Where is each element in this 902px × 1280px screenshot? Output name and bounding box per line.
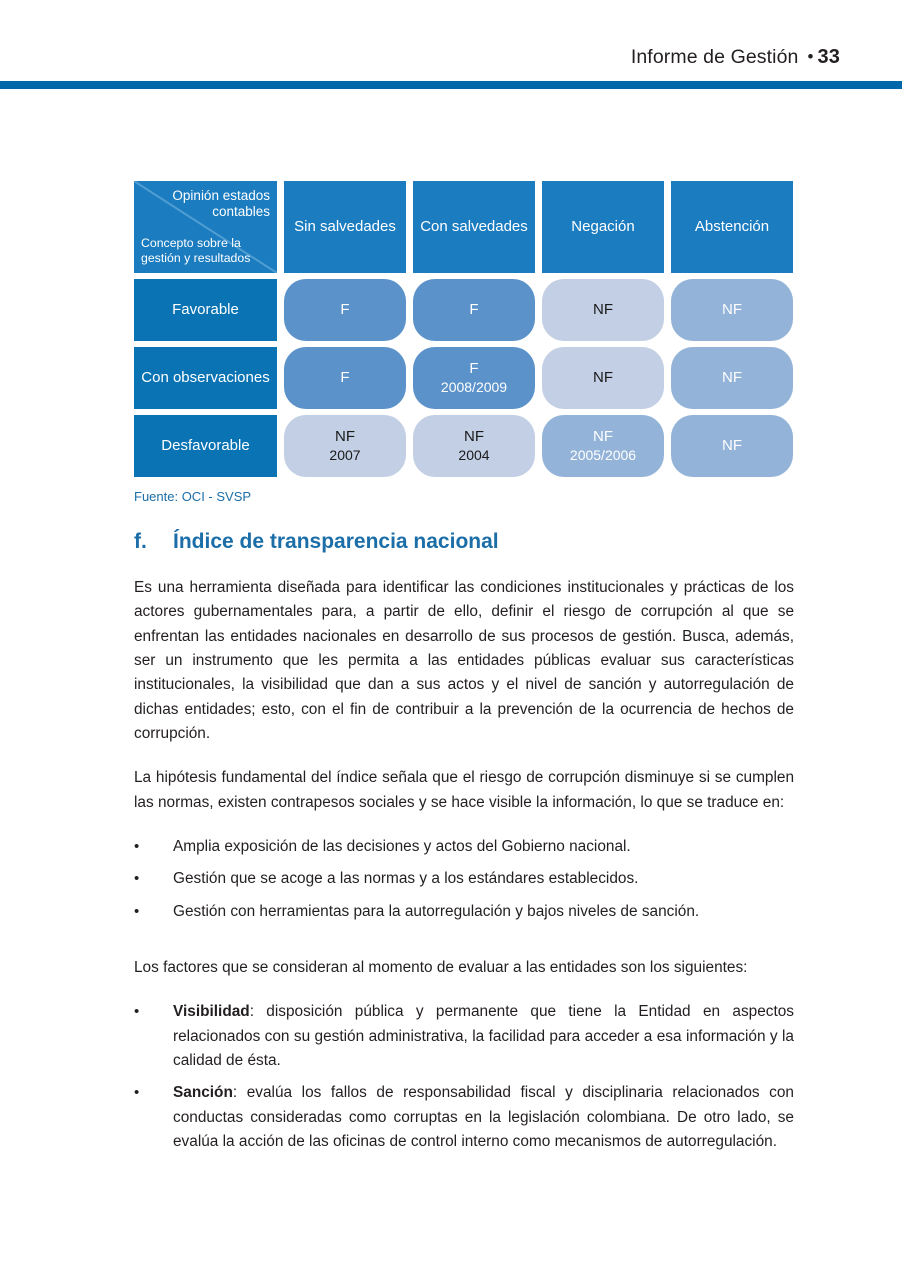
opinion-matrix-table [134, 181, 793, 477]
matrix-header-row [134, 181, 793, 273]
bullet-list-principles [134, 835, 794, 924]
matrix-cell [413, 347, 535, 409]
bullet-marker: • [134, 1003, 140, 1021]
matrix-cell-content: NF [593, 300, 613, 318]
list-item [134, 867, 794, 891]
running-header-title: Informe de Gestión [630, 46, 799, 68]
matrix-row [134, 347, 793, 409]
page-header [0, 0, 902, 88]
factor-term: Visibilidad [173, 1003, 250, 1021]
matrix-column-header: Abstención [671, 181, 793, 273]
bullet-marker: • [134, 870, 140, 888]
matrix-cell-content: NF [593, 428, 613, 446]
matrix-cell [671, 415, 793, 477]
table-source-note: Fuente: OCI - SVSP [134, 489, 252, 504]
matrix-cell [413, 415, 535, 477]
bullet-list-factors [134, 1000, 794, 1154]
matrix-cell [542, 415, 664, 477]
list-item-text: Gestión con herramientas para la autorregulación y bajos niveles de sanción. [173, 902, 700, 920]
list-item-text: Amplia exposición de las decisiones y actos del Gobierno nacional. [173, 837, 631, 855]
matrix-cell-content: NF [722, 300, 742, 318]
spacer [134, 942, 794, 956]
matrix-cell [542, 347, 664, 409]
factor-term: Sanción [173, 1084, 233, 1102]
matrix-row [134, 415, 793, 477]
matrix-cell-content: NF [464, 428, 484, 446]
matrix-cell-content: F [469, 360, 479, 378]
corner-top-label: Opinión estados contables [172, 188, 270, 220]
matrix-cell-years: 2004 [458, 446, 490, 463]
list-item [134, 1000, 794, 1073]
matrix-cell-years: 2008/2009 [440, 378, 508, 395]
matrix-row-label: Desfavorable [134, 415, 277, 477]
paragraph-2: La hipótesis fundamental del índice señala que el riesgo de corrupción disminuye si se cumplen las normas, existen contrapesos sociales y se hace visible la información, lo que se traduce en: [134, 769, 794, 811]
list-item-text: Gestión que se acoge a las normas y a los estándares establecidos. [173, 870, 639, 888]
matrix-cell-years: 2005/2006 [569, 446, 637, 463]
matrix-cell [542, 279, 664, 341]
corner-bottom-label: Concepto sobre la gestión y resultados [141, 236, 251, 265]
list-item-text [173, 1000, 794, 1073]
bullet-marker: • [134, 1084, 140, 1102]
matrix-cell-content: F [469, 300, 479, 318]
section-heading [134, 530, 794, 554]
body-content [134, 576, 794, 1172]
matrix-cell [284, 347, 406, 409]
matrix-cell-years: 2007 [329, 446, 361, 463]
header-rule [0, 81, 902, 89]
factor-description: : disposición pública y permanente que tiene la Entidad en aspectos relacionados con su gestión administrativa, la facilidad para acceder a esa información y la calidad de ésta. [173, 1003, 794, 1069]
section-title: Índice de transparencia nacional [173, 530, 499, 553]
matrix-row [134, 279, 793, 341]
list-item [134, 835, 794, 859]
matrix-cell-content: NF [335, 428, 355, 446]
list-item [134, 900, 794, 924]
factor-description: : evalúa los fallos de responsabilidad fiscal y disciplinaria relacionados con conductas consideradas como corruptas en la legislación colombiana. De otro lado, se evalúa la acción de las oficinas de control interno como mecanismos de autorregulación. [173, 1084, 794, 1150]
bullet-marker: • [134, 837, 140, 855]
matrix-cell-content: NF [722, 368, 742, 386]
matrix-cell [284, 279, 406, 341]
running-header [631, 46, 840, 69]
running-header-separator: • [807, 47, 814, 66]
paragraph-1: Es una herramienta diseñada para identificar las condiciones institucionales y prácticas de los actores gubernamentales para, a partir de ello, definir el riesgo de corrupción al que se enfrentan las entidades nacionales en desarrollo de sus procesos de gestión. Busca, además, ser un instrumento que les permita a las entidades públicas evaluar sus características institucionales, la visibilidad que dan a sus actos y el nivel de sanción y autorregulación de dichas entidades; esto, con el fin de contribuir a la prevención de la ocurrencia de hechos de corrupción. [134, 579, 794, 742]
matrix-column-header: Con salvedades [413, 181, 535, 273]
bullet-marker: • [134, 902, 140, 920]
matrix-cell-content: NF [593, 368, 613, 386]
matrix-cell-content: NF [722, 436, 742, 454]
matrix-cell [671, 279, 793, 341]
matrix-cell [284, 415, 406, 477]
matrix-cell [413, 279, 535, 341]
matrix-cell-content: F [340, 300, 350, 318]
matrix-cell [671, 347, 793, 409]
list-item-text [173, 1081, 794, 1154]
section-letter: f. [134, 530, 147, 553]
matrix-corner-cell [134, 181, 277, 273]
paragraph-3: Los factores que se consideran al momento de evaluar a las entidades son los siguientes: [134, 958, 748, 976]
list-item [134, 1081, 794, 1154]
matrix-column-header: Negación [542, 181, 664, 273]
matrix-row-label: Favorable [134, 279, 277, 341]
matrix-cell-content: F [340, 368, 350, 386]
matrix-row-label: Con observaciones [134, 347, 277, 409]
matrix-column-header: Sin salvedades [284, 181, 406, 273]
page-number: 33 [817, 46, 840, 68]
